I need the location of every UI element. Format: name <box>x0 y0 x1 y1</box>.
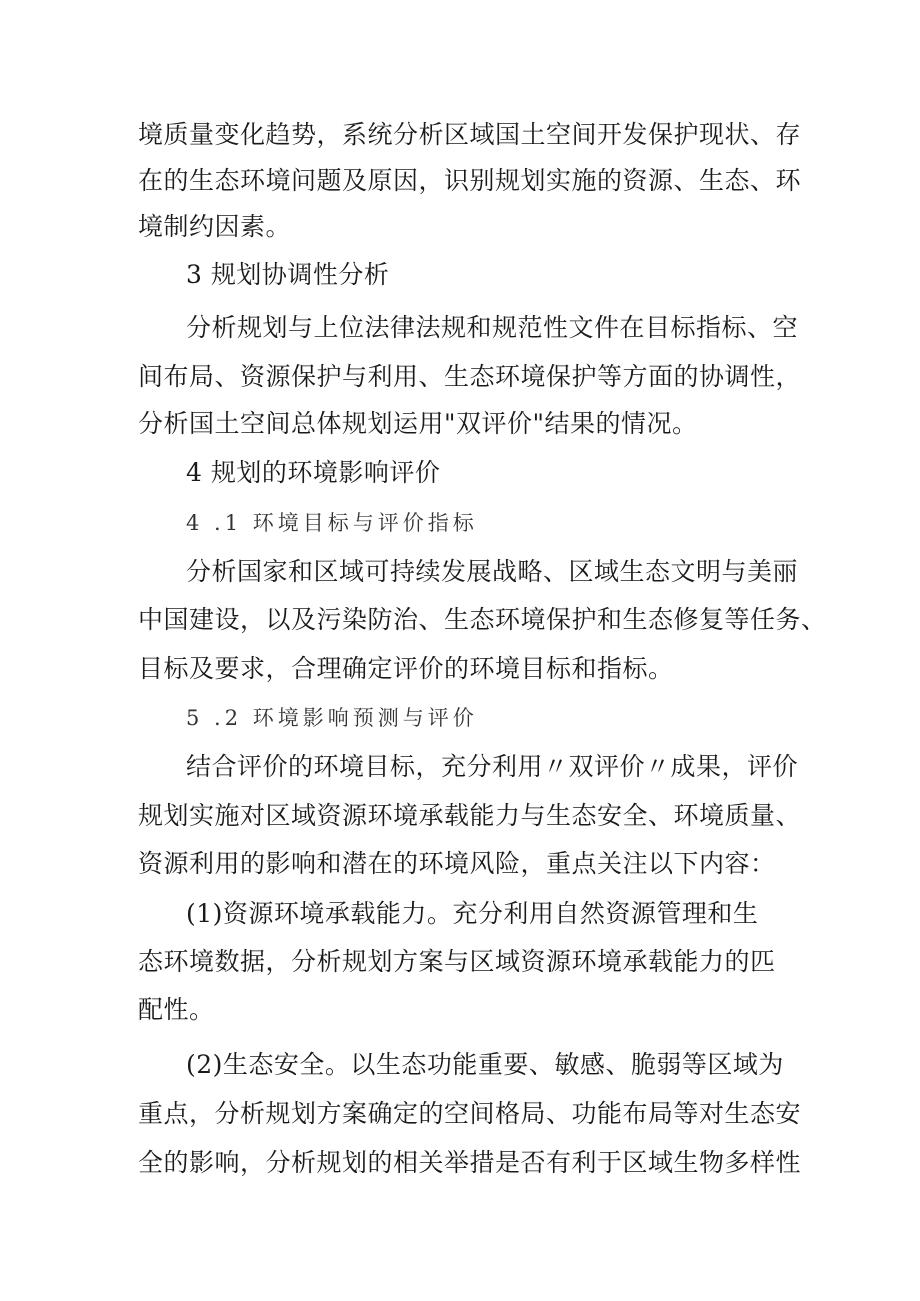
paragraph-line: 境质量变化趋势，系统分析区域国土空间开发保护现状、存 <box>138 120 802 149</box>
list-item: (2)生态安全。以生态功能重要、敏感、脆弱等区域为 <box>186 1050 784 1079</box>
section-heading: 3 规划协调性分析 <box>186 260 390 289</box>
list-item: (1)资源环境承载能力。充分利用自然资源管理和生 <box>186 899 759 928</box>
subsection-heading: 4 .1 环境目标与评价指标 <box>186 511 478 535</box>
paragraph-line: 态环境数据，分析规划方案与区域资源环境承载能力的匹 <box>138 947 776 976</box>
paragraph-line: 境制约因素。 <box>138 212 292 241</box>
paragraph-line: 分析规划与上位法律法规和规范性文件在目标指标、空 <box>186 313 799 342</box>
paragraph-line: 规划实施对区域资源环境承载能力与生态安全、环境质量、 <box>138 801 802 830</box>
paragraph-line: 分析国土空间总体规划运用"双评价"结果的情况。 <box>138 409 698 438</box>
paragraph-line: 间布局、资源保护与利用、生态环境保护等方面的协调性， <box>138 362 802 391</box>
paragraph-line: 配性。 <box>138 995 215 1024</box>
paragraph-line: 目标及要求，合理确定评价的环境目标和指标。 <box>138 654 674 683</box>
paragraph-line: 资源利用的影响和潜在的环境风险，重点关注以下内容： <box>138 849 776 878</box>
paragraph-line: 分析国家和区域可持续发展战略、区域生态文明与美丽 <box>186 557 799 586</box>
section-heading: 4 规划的环境影响评价 <box>186 458 441 487</box>
subsection-heading: 5 .2 环境影响预测与评价 <box>186 706 478 730</box>
paragraph-line: 重点，分析规划方案确定的空间格局、功能布局等对生态安 <box>138 1099 802 1128</box>
paragraph-line: 结合评价的环境目标，充分利用〃双评价〃成果，评价 <box>186 752 799 781</box>
paragraph-line: 在的生态环境问题及原因，识别规划实施的资源、生态、环 <box>138 166 802 195</box>
paragraph-line: 全的影响，分析规划的相关举措是否有利于区域生物多样性 <box>138 1148 802 1177</box>
paragraph-line: 中国建设，以及污染防治、生态环境保护和生态修复等任务、 <box>138 605 827 634</box>
